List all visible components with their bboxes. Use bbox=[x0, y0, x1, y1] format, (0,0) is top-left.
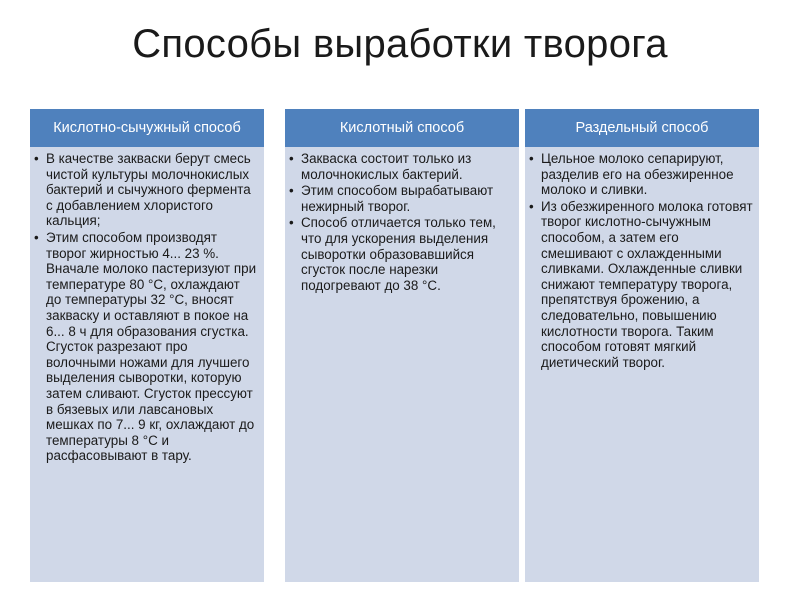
bullet-icon: • bbox=[34, 151, 39, 166]
slide-title: Способы выработки творога bbox=[132, 22, 668, 66]
bullet-icon: • bbox=[34, 229, 39, 245]
list-item bbox=[287, 151, 513, 182]
column-body bbox=[30, 147, 264, 582]
column-header: Кислотно-сычужный способ bbox=[30, 109, 264, 147]
list-item bbox=[287, 215, 513, 293]
column-body bbox=[285, 147, 519, 582]
list-item bbox=[287, 183, 513, 214]
column-body bbox=[525, 147, 759, 582]
column-acid bbox=[285, 109, 519, 582]
list-item-text: Из обезжиренного молока готовят творог кислотно-сычужным способом, а затем его смешивают с охлажденными сливками. Охлажденные сливки снижают температуру творога, препятствуя брожению, а следовательно, повышению кислотности творога. Таким способом готовят мягкий диетический творог. bbox=[541, 198, 753, 370]
bullet-list bbox=[32, 151, 258, 464]
list-item-text: В качестве закваски берут смесь чистой культуры молочнокислых бактерий и сычужного фермента с добавлением хлористого кальция; bbox=[46, 151, 251, 229]
column-acid-rennet bbox=[30, 109, 264, 582]
list-item-text: Этим способом вырабатывают нежирный творог. bbox=[301, 183, 494, 214]
bullet-icon: • bbox=[289, 151, 294, 166]
list-item bbox=[527, 151, 753, 198]
list-item bbox=[32, 151, 258, 229]
list-item-text: Закваска состоит только из молочнокислых бактерий. bbox=[301, 151, 472, 182]
list-item bbox=[32, 230, 258, 464]
bullet-list bbox=[287, 151, 513, 293]
list-item bbox=[527, 199, 753, 371]
bullet-icon: • bbox=[529, 151, 534, 166]
bullet-list bbox=[527, 151, 753, 370]
list-item-text: Цельное молоко сепарируют, разделив его на обезжиренное молоко и сливки. bbox=[541, 151, 734, 198]
list-item-text: Этим способом производят творог жирностью 4... 23 %. Вначале молоко пастеризуют при температуре 80 °С, охлаждают до температуры 32 °С, вносят закваску и оставляют в покое на 6... 8 ч для образования сгустка. Сгусток разрезают про волочными ножами для лучшего выделения сыворотки, которую затем сливают. Сгусток прессуют в бязевых или лавсановых мешках по 7... 9 кг, охлаждают до температуры 8 °С и расфасовывают в тару. bbox=[46, 229, 257, 464]
column-header: Кислотный способ bbox=[285, 109, 519, 147]
bullet-icon: • bbox=[529, 198, 534, 214]
bullet-icon: • bbox=[289, 183, 294, 199]
column-header: Раздельный способ bbox=[525, 109, 759, 147]
list-item-text: Способ отличается только тем, что для ускорения выделения сыворотки образовавшийся сгусток после нарезки подогревают до 38 °С. bbox=[301, 215, 496, 293]
bullet-icon: • bbox=[289, 215, 294, 231]
column-separate bbox=[525, 109, 759, 582]
